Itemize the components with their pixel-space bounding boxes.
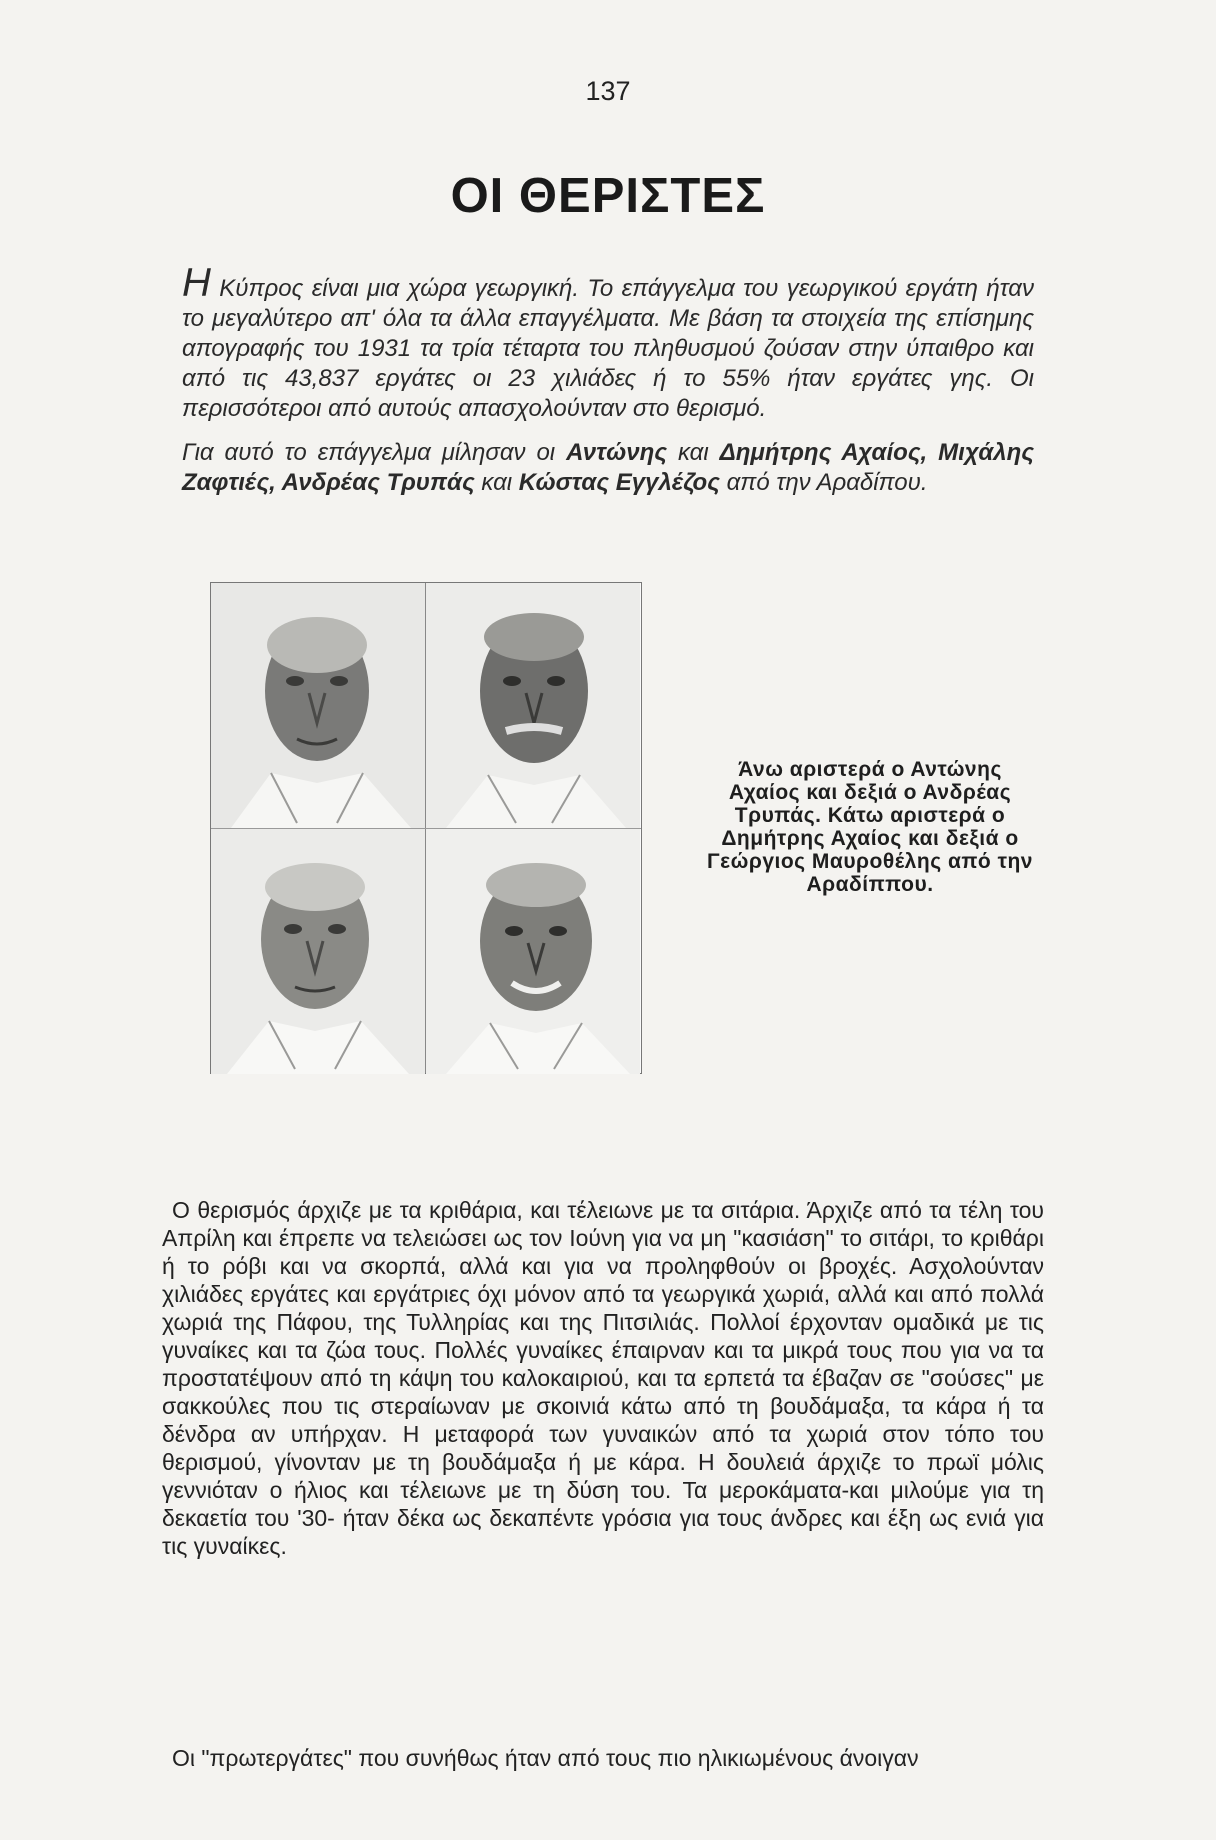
- body-paragraph-2: Οι "πρωτεργάτες" που συνήθως ήταν από τους πιο ηλικιωμένους άνοιγαν: [172, 1745, 919, 1771]
- interviewees-text-3: και: [474, 469, 519, 496]
- interviewees-paragraph: [182, 438, 1034, 498]
- interviewees-text-1: Για αυτό το επάγγελμα μίλησαν οι: [182, 439, 567, 466]
- photo-caption: Άνω αριστερά ο Αντώνης Αχαίος και δεξιά ο Ανδρέας Τρυπάς. Κάτω αριστερά ο Δημήτρης Αχαίος και δεξιά ο Γεώργιος Μαυροθέλης από την Αραδίππου.: [707, 758, 1033, 896]
- interviewees-text-4: από την Αραδίπου.: [719, 469, 928, 496]
- intro-text: Κύπρος είναι μια χώρα γεωργική. Το επάγγελμα του γεωργικού εργάτη ήταν το μεγαλύτερο απ' όλα τα άλλα επαγγέλματα. Με βάση τα στοιχεία της επίσημης απογραφής του 1931 τα τρία τέταρτα του πληθυσμού ζούσαν στην ύπαιθρο και από τις 43,837 εργάτες οι 23 χιλιάδες ή το 55% ήταν εργάτες γης. Οι περισσότεροι από αυτούς απασχολούνταν στο θερισμό.: [182, 275, 1034, 422]
- interviewee-name-3: Κώστας Εγγλέζος: [518, 469, 720, 496]
- interviewee-name-2: Δημήτρης Αχαίος, Μιχάλης Ζαφτιές, Ανδρέας Τρυπάς: [182, 439, 1035, 496]
- page-title: ΟΙ ΘΕΡΙΣΤΕΣ: [450, 169, 766, 223]
- page-number: 137: [585, 76, 631, 106]
- portrait-photo-top-right: [426, 583, 640, 828]
- portrait-image: [426, 829, 640, 1074]
- portrait-photo-grid: [210, 582, 642, 1074]
- intro-dropcap: Η: [182, 261, 211, 305]
- portrait-image: [426, 583, 640, 828]
- photo-grid-divider-horizontal: [211, 828, 641, 829]
- body-paragraph-1: Ο θερισμός άρχιζε με τα κριθάρια, και τέλειωνε με τα σιτάρια. Άρχιζε από τα τέλη του Απρίλη και έπρεπε να τελειώσει ως τον Ιούνη για να μη "κασιάση" το σιτάρι, το κριθάρι ή το ρόβι και να σκορπά, αλλά και για να προληφθούν οι βροχές. Ασχολούνταν χιλιάδες εργάτες και εργάτριες όχι μόνον από τα γεωργικά χωριά, αλλά και από πολλά χωριά της Πάφου, της Τυλληρίας και της Πιτσιλιάς. Πολλοί έρχονταν ομαδικά με τις γυναίκες και τα ζώα τους. Πολλές γυναίκες έπαιρναν και τα μικρά τους που για να τα προστατέψουν από τη κάψη του καλοκαιριού, και τα ερπετά τα έβαζαν σε "σούσες" με σακκούλες που τις στεραίωναν με σκοινιά κάτω από τη βουδάμαξα, τα κάρα ή τα δένδρα αν υπήρχαν. Η μεταφορά των γυναικών από τα χωριά στον τόπο του θερισμού, γίνονταν με τη βουδάμαξα ή με κάρα. Η δουλειά άρχιζε το πρωϊ μόλις γεννιόταν ο ήλιος και τέλειωνε με τη δύση του. Τα μεροκάματα-και μιλούμε για τη δεκαετία του '30- ήταν δέκα ως δεκαπέντε γρόσια για τους άνδρες και έξη ως ενιά για τις γυναίκες.: [162, 1197, 1044, 1559]
- intro-paragraph: [182, 261, 1034, 424]
- portrait-photo-bottom-right: [426, 829, 640, 1074]
- portrait-image: [211, 829, 425, 1074]
- portrait-photo-bottom-left: [211, 829, 425, 1074]
- portrait-image: [211, 583, 425, 828]
- interviewees-text-2: και: [667, 439, 720, 466]
- portrait-photo-top-left: [211, 583, 425, 828]
- interviewee-name-1: Αντώνης: [566, 439, 668, 466]
